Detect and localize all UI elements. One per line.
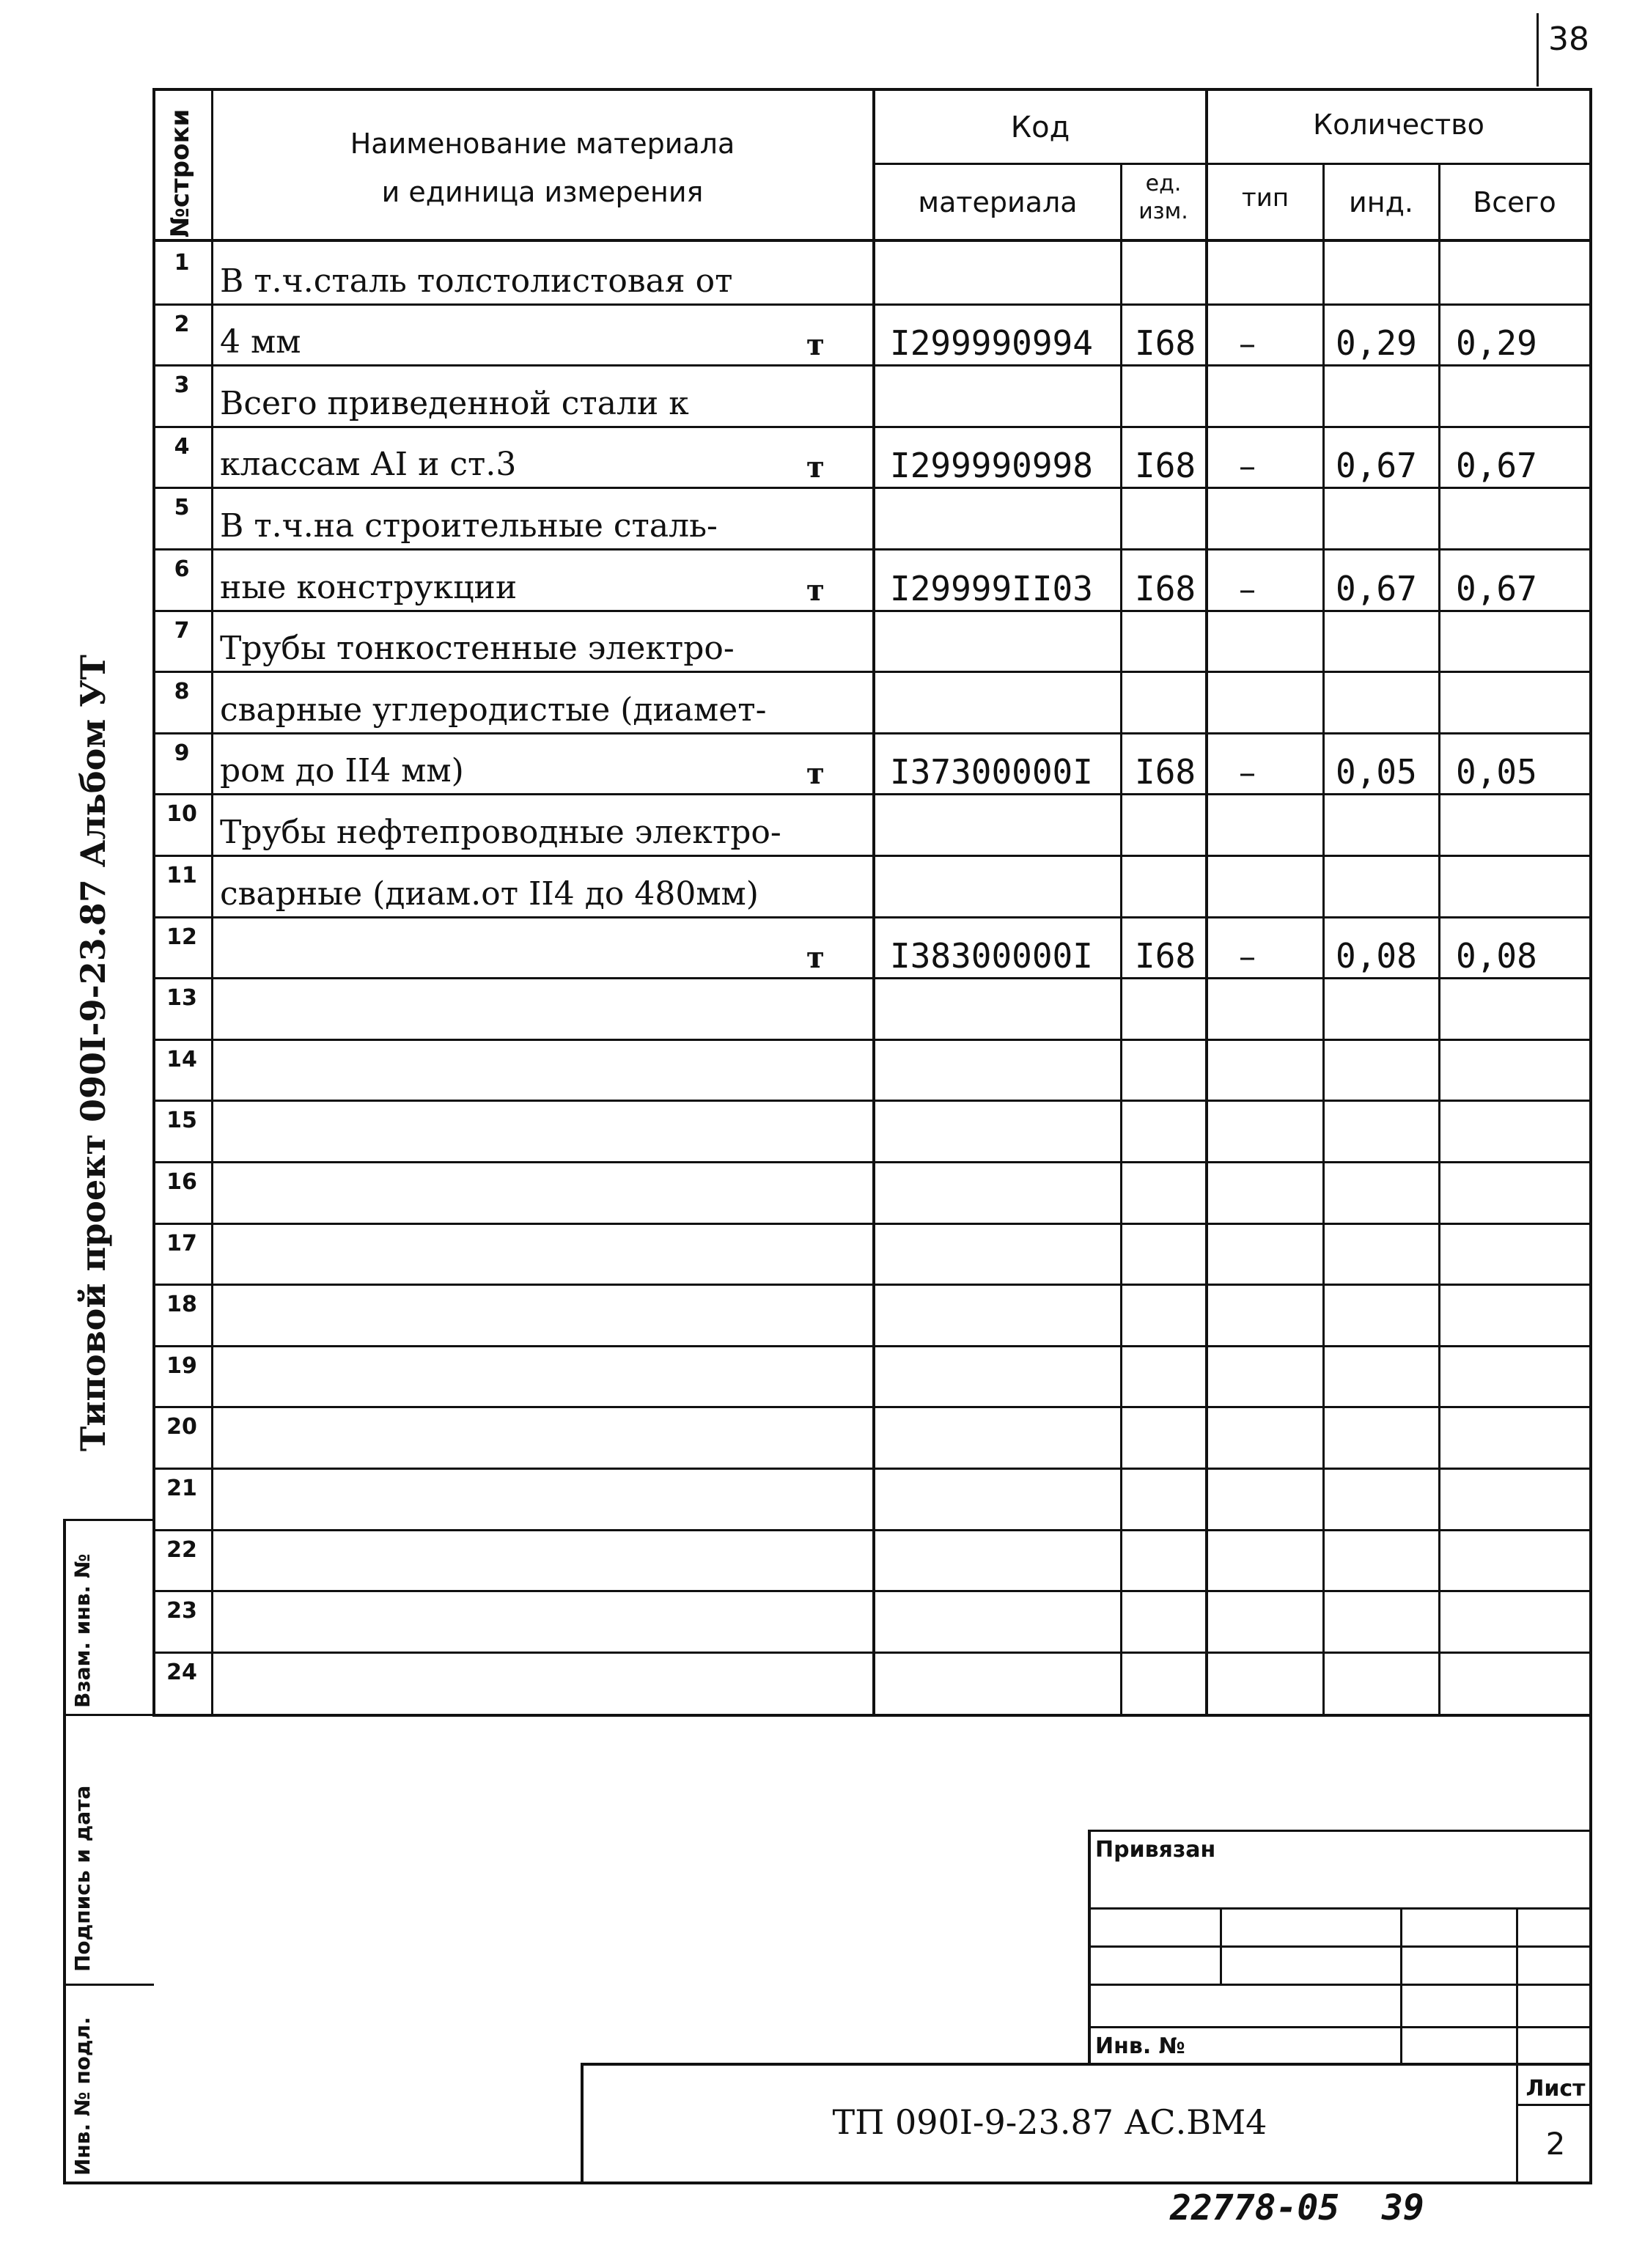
row-type: – [1239,446,1256,485]
header-code-material: материала [918,186,1078,218]
row-name: 4 мм [220,323,301,361]
row-unit-t: т [806,328,825,362]
stamp-inv-no: Инв. № [1095,2033,1185,2059]
row-total: 0,67 [1456,446,1537,485]
row-number: 2 [174,312,190,337]
row-type: – [1239,569,1256,608]
side-title: Типовой проект 090I-9-23.87 Альбом УТ [73,655,113,1451]
row-code: I299990994 [890,323,1093,363]
row-name: ром до II4 мм) [220,752,464,789]
row-number: 11 [166,863,197,888]
row-ind: 0,08 [1336,936,1417,976]
row-code: I38300000I [890,936,1093,976]
row-unit-t: т [806,573,825,608]
header-name-line1: Наименование материала [350,128,735,160]
row-ind: 0,67 [1336,446,1417,485]
row-code: I299990998 [890,446,1093,485]
row-number: 24 [166,1660,197,1685]
row-name: Всего приведенной стали к [220,385,689,422]
row-unit-t: т [806,756,825,791]
row-code: I37300000I [890,752,1093,792]
label-vzam-inv: Взам. инв. № [70,1553,95,1708]
row-number: 6 [174,556,190,582]
header-qty-total: Всего [1473,186,1556,218]
header-code-group: Код [1010,111,1070,144]
row-unit-t: т [806,450,825,485]
label-inv-podl: Инв. № подл. [70,2017,95,2176]
row-number: 1 [174,250,190,276]
row-code: I29999II03 [890,569,1093,608]
row-number: 9 [174,740,190,766]
row-name: сварные углеродистые (диамет- [220,691,767,729]
row-number: 12 [166,924,197,950]
row-unit: I68 [1135,936,1196,976]
stamp-privyazan: Привязан [1095,1837,1216,1863]
row-total: 0,29 [1456,323,1537,363]
row-number: 4 [174,434,190,460]
row-name: Трубы тонкостенные электро- [220,630,735,667]
row-unit: I68 [1135,752,1196,792]
row-unit-t: т [806,940,825,975]
row-number: 5 [174,495,190,520]
row-number: 15 [166,1108,197,1133]
label-podpis-data: Подпись и дата [70,1785,95,1972]
row-number: 23 [166,1598,197,1624]
header-unit-line1: ед. [1145,171,1182,196]
row-unit: I68 [1135,323,1196,363]
row-ind: 0,05 [1336,752,1417,792]
header-qty-ind: инд. [1349,186,1413,218]
row-name: сварные (диам.от II4 до 480мм) [220,875,759,913]
row-type: – [1239,936,1256,976]
row-number: 21 [166,1476,197,1501]
row-total: 0,05 [1456,752,1537,792]
header-unit-line2: изм. [1138,199,1188,224]
row-ind: 0,29 [1336,323,1417,363]
row-number: 22 [166,1537,197,1563]
row-unit: I68 [1135,569,1196,608]
row-total: 0,08 [1456,936,1537,976]
row-name: классам АI и ст.3 [220,446,517,483]
header-rownum: №строки [166,108,195,238]
row-name: Трубы нефтепроводные электро- [220,814,781,851]
row-number: 19 [166,1353,197,1379]
row-number: 8 [174,679,190,704]
row-number: 18 [166,1292,197,1317]
row-number: 16 [166,1169,197,1195]
header-qty-type: тип [1241,183,1289,213]
row-type: – [1239,323,1256,363]
row-unit: I68 [1135,446,1196,485]
row-number: 17 [166,1231,197,1256]
row-type: – [1239,752,1256,792]
stamp-sheet-no: 2 [1545,2126,1566,2162]
row-name: ные конструкции [220,569,518,606]
header-qty-group: Количество [1313,108,1484,141]
header-name-line2: и единица измерения [381,176,704,208]
stamp-doc-code: ТП 090I-9-23.87 АС.ВМ4 [832,2102,1267,2142]
footer-number: 22778-05 39 [1170,2187,1424,2228]
row-number: 14 [166,1047,197,1072]
row-name: В т.ч.на строительные сталь- [220,507,718,545]
stamp-sheet-label: Лист [1526,2076,1586,2102]
row-number: 13 [166,985,197,1011]
row-ind: 0,67 [1336,569,1417,608]
row-total: 0,67 [1456,569,1537,608]
row-number: 7 [174,618,190,644]
page-number: 38 [1548,21,1589,58]
row-number: 3 [174,372,190,398]
row-name: В т.ч.сталь толстолистовая от [220,262,733,300]
row-number: 20 [166,1414,197,1440]
row-number: 10 [166,801,197,827]
